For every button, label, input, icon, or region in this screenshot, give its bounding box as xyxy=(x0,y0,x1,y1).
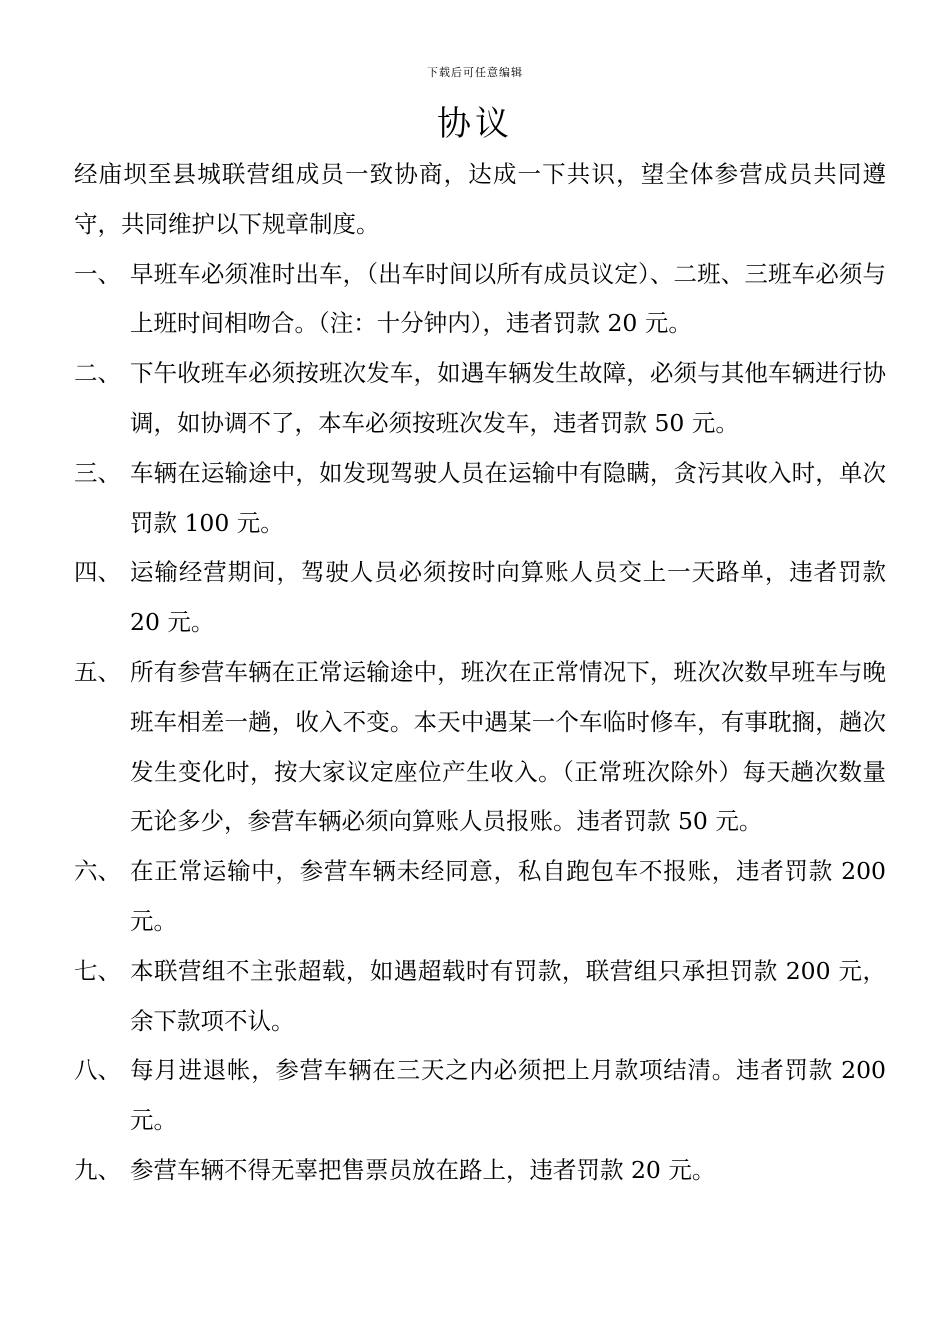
rule-text: 车辆在运输途中，如发现驾驶人员在运输中有隐瞒，贪污其收入时，单次罚款 100 元。 xyxy=(130,458,886,537)
rule-number: 九、 xyxy=(74,1155,121,1184)
document-body xyxy=(74,150,886,1196)
rule-text: 下午收班车必须按班次发车，如遇车辆发生故障，必须与其他车辆进行协调，如协调不了，本车必须按班次发车，违者罚款 50 元。 xyxy=(130,359,886,437)
rule-text: 参营车辆不得无辜把售票员放在路上，违者罚款 20 元。 xyxy=(130,1155,716,1184)
rule-number: 七、 xyxy=(74,956,121,985)
rule-text: 早班车必须准时出车，（出车时间以所有成员议定）、二班、三班车必须与上班时间相吻合。（注：十分钟内），违者罚款 20 元。 xyxy=(130,259,886,338)
rule-text: 本联营组不主张超载，如遇超载时有罚款，联营组只承担罚款 200 元，余下款项不认。 xyxy=(130,956,886,1035)
header-note: 下载后可任意编辑 xyxy=(427,66,523,79)
rule-number: 一、 xyxy=(74,259,121,288)
rule-number: 八、 xyxy=(74,1056,121,1085)
rule-item-8 xyxy=(74,1046,886,1146)
rule-number: 二、 xyxy=(74,359,121,388)
rule-item-9 xyxy=(74,1146,886,1196)
rule-item-7 xyxy=(74,947,886,1047)
rule-text: 运输经营期间，驾驶人员必须按时向算账人员交上一天路单，违者罚款 20 元。 xyxy=(130,558,886,637)
rule-number: 五、 xyxy=(74,657,121,686)
rule-item-2 xyxy=(74,349,886,449)
rule-text: 在正常运输中，参营车辆未经同意，私自跑包车不报账，违者罚款 200 元。 xyxy=(130,857,886,935)
rule-text: 每月进退帐，参营车辆在三天之内必须把上月款项结清。违者罚款 200 元。 xyxy=(130,1056,886,1135)
document-title: 协议 xyxy=(437,104,513,144)
rule-text: 所有参营车辆在正常运输途中，班次在正常情况下，班次次数早班车与晚班车相差一趟，收入不变。本天中遇某一个车临时修车，有事耽搁，趟次发生变化时，按大家议定座位产生收入。（正常班次除外）每天趟次数量无论多少，参营车辆必须向算账人员报账。违者罚款 50 元。 xyxy=(130,657,886,836)
rules-list xyxy=(74,250,886,1196)
rule-item-4 xyxy=(74,548,886,648)
rule-item-6 xyxy=(74,847,886,947)
rule-item-1 xyxy=(74,250,886,350)
rule-number: 三、 xyxy=(74,458,121,487)
rule-item-5 xyxy=(74,648,886,847)
rule-number: 六、 xyxy=(74,857,121,886)
rule-item-3 xyxy=(74,449,886,549)
intro-paragraph: 经庙坝至县城联营组成员一致协商，达成一下共识，望全体参营成员共同遵守，共同维护以下规章制度。 xyxy=(74,160,886,238)
rule-number: 四、 xyxy=(74,558,121,587)
